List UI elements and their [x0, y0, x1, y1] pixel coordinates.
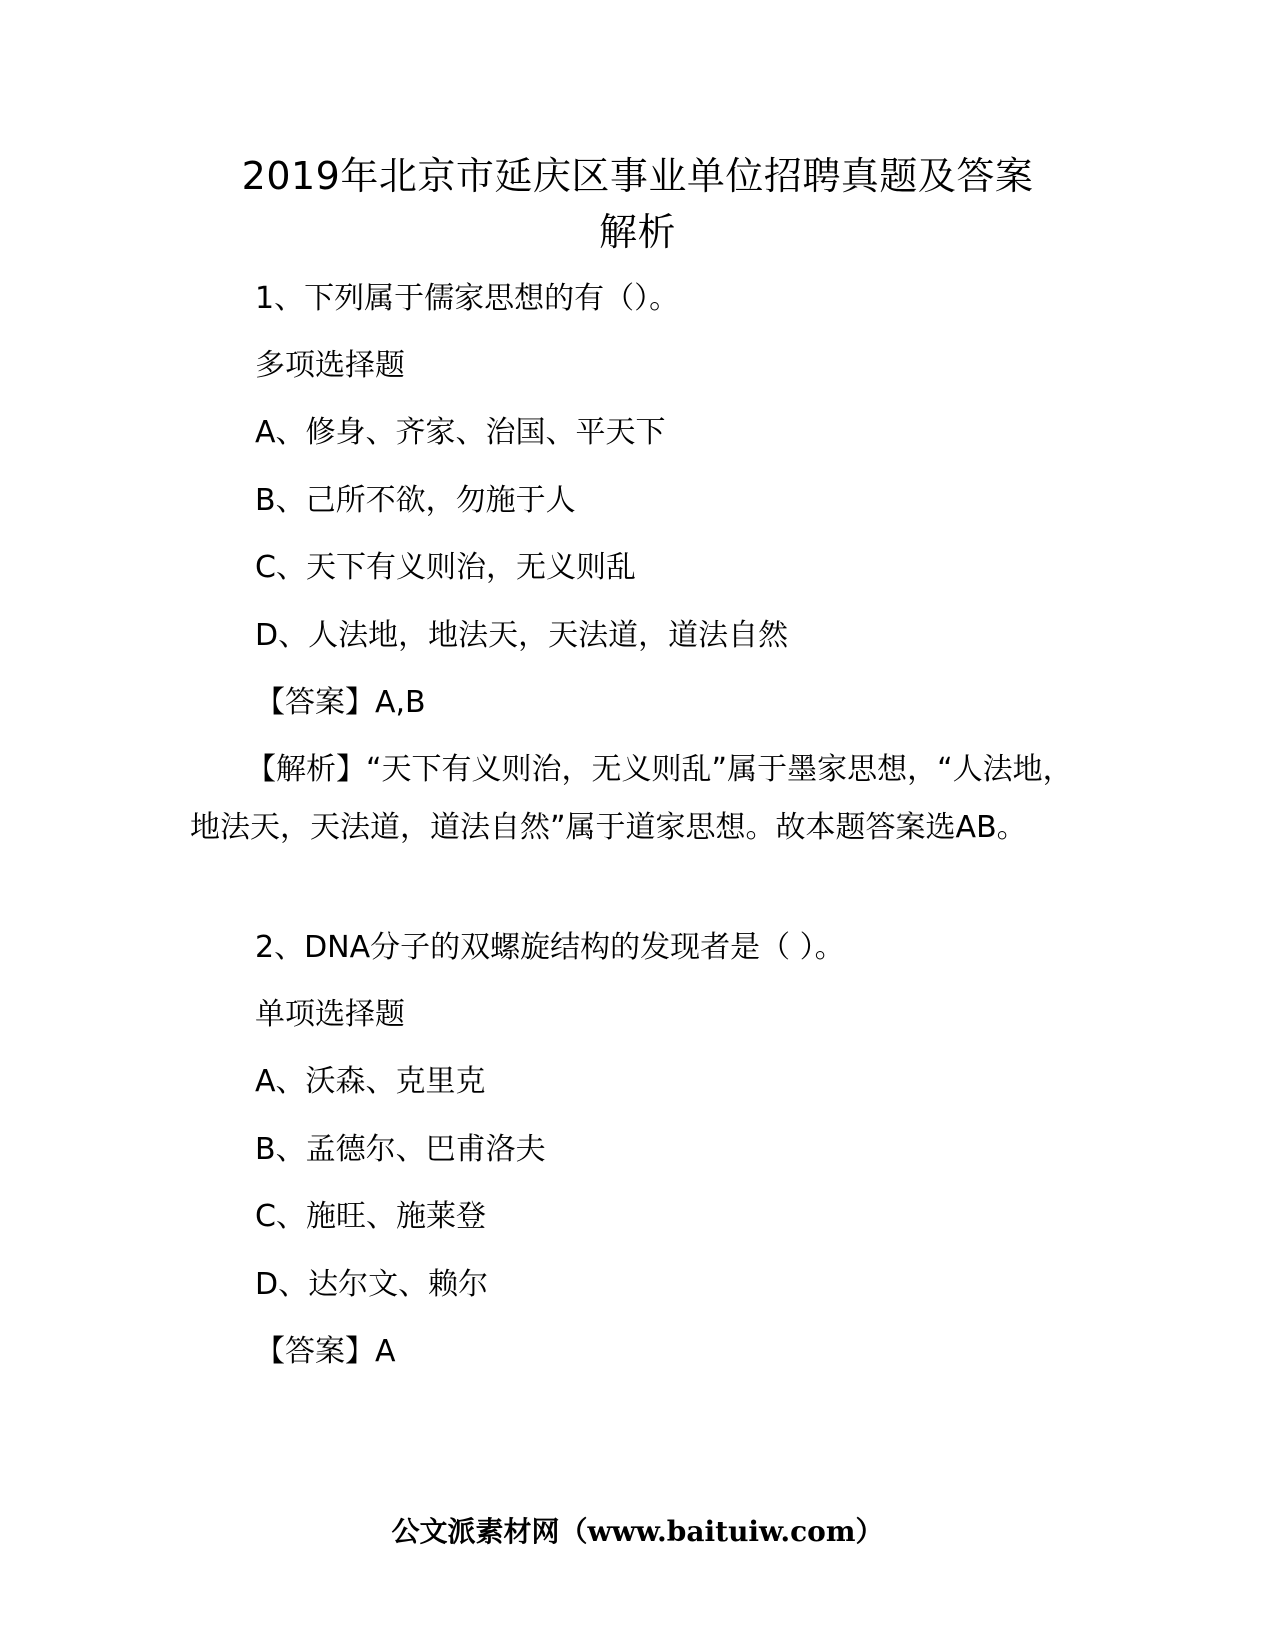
title-line-2: 解析: [598, 210, 676, 254]
question-2-option-b: B、孟德尔、巴甫洛夫: [255, 1132, 546, 1167]
question-2-option-c: C、施旺、施莱登: [255, 1199, 486, 1234]
question-2-answer: 【答案】A: [255, 1334, 396, 1369]
question-1-answer: 【答案】A,B: [255, 685, 426, 720]
question-1-option-d: D、人法地，地法天，天法道，道法自然: [255, 618, 789, 653]
question-2-option-a: A、沃森、克里克: [255, 1064, 486, 1099]
document-title: [170, 148, 1105, 260]
question-1-type: 多项选择题: [255, 348, 405, 383]
question-1-stem: 1、下列属于儒家思想的有（）。: [255, 281, 680, 316]
footer-source: 公文派素材网（www.baituiw.com）: [391, 1515, 884, 1548]
title-line-1: 2019年北京市延庆区事业单位招聘真题及答案: [241, 154, 1034, 198]
question-2-option-d: D、达尔文、赖尔: [255, 1267, 489, 1302]
question-2-type: 单项选择题: [255, 997, 405, 1032]
question-1-option-c: C、天下有义则治，无义则乱: [255, 550, 636, 585]
question-1-analysis: 【解析】“天下有义则治，无义则乱”属于墨家思想，“人法地，地法天，天法道，道法自然”属于道家思想。故本题答案选AB。: [190, 752, 1073, 845]
question-2-stem: 2、DNA分子的双螺旋结构的发现者是（ ）。: [255, 930, 845, 965]
question-1-option-b: B、己所不欲，勿施于人: [255, 483, 576, 518]
question-1-option-a: A、修身、齐家、治国、平天下: [255, 415, 666, 450]
